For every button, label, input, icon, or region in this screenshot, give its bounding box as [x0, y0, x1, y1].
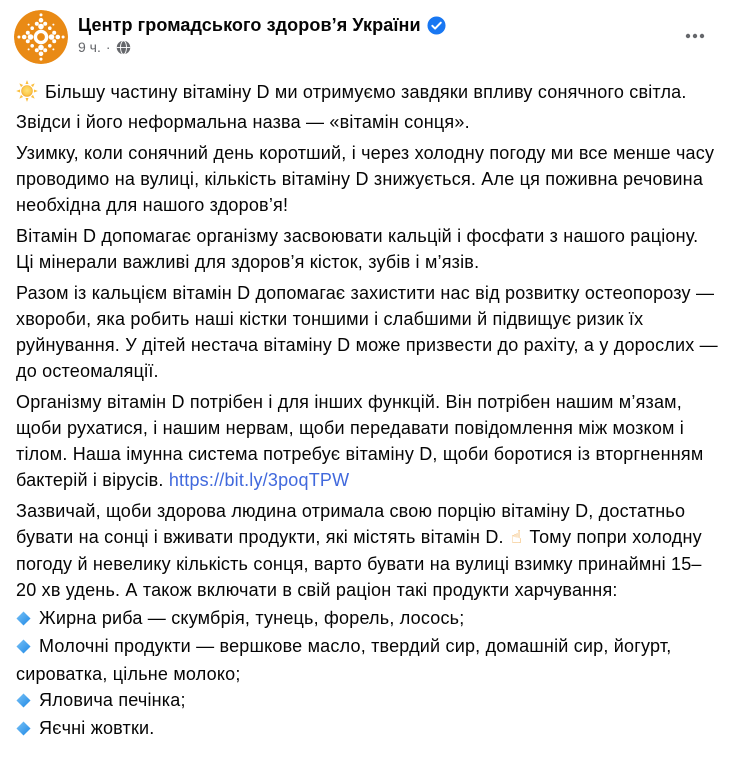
paragraph-with-link — [16, 389, 719, 493]
page-avatar[interactable] — [14, 10, 68, 64]
blue-diamond-icon — [16, 635, 31, 661]
paragraph-sun — [16, 79, 719, 135]
blue-diamond-icon — [16, 607, 31, 633]
meta-separator: · — [105, 39, 111, 55]
globe-icon — [116, 40, 131, 55]
blue-diamond-icon — [16, 689, 31, 715]
paragraph-with-emoji — [16, 498, 719, 603]
page-name[interactable]: Центр громадського здоров’я України — [78, 15, 421, 35]
bullet-list — [16, 605, 719, 743]
timestamp[interactable]: 9 ч. — [78, 39, 101, 55]
blue-diamond-icon — [16, 717, 31, 743]
post-link[interactable]: https://bit.ly/3poqTPW — [168, 470, 350, 490]
sun-emoji-icon — [16, 80, 38, 109]
list-item — [16, 715, 719, 743]
sunburst-logo-icon — [14, 10, 68, 64]
list-item-text: Яловича печінка; — [39, 690, 186, 710]
verified-badge-icon — [427, 16, 446, 35]
paragraph: Разом із кальцієм вітамін D допомагає захистити нас від розвитку остеопорозу — хвороби, яка робить наші кістки тоншими і слабшими й підвищує ризик їх руйнування. У дітей нестача вітаміну D може призвести до рахіту, а у дорослих — до остеомаляції. — [16, 283, 718, 381]
list-item — [16, 633, 719, 687]
list-item-text: Жирна риба — скумбрія, тунець, форель, лосось; — [39, 608, 465, 628]
paragraph: Вітамін D допомагає організму засвоювати кальцій і фосфати з нашого раціону. Ці мінерали важливі для здоров’я кісток, зубів і м’язів. — [16, 226, 699, 272]
post-header — [0, 0, 735, 64]
ellipsis-icon — [684, 25, 706, 47]
list-item-text: Молочні продукти — вершкове масло, твердий сир, домашній сир, йогурт, сироватка, цільне молоко; — [16, 636, 672, 684]
post-body — [0, 64, 735, 743]
list-item — [16, 687, 719, 715]
paragraph-text: Зазвичай, щоби здорова людина отримала свою порцію вітаміну D, достатньо бувати на сонці і вживати продукти, які містять вітамін D. — [16, 501, 686, 547]
post-meta — [78, 39, 677, 55]
header-info — [78, 10, 677, 55]
paragraph-text: Тому попри холодну погоду й невелику кількість сонця, варто бувати на вулиці взимку принаймні 15–20 хв удень. А також включати в свій раціон такі продукти харчування: — [16, 527, 702, 600]
paragraph-text: Більшу частину вітаміну D ми отримуємо завдяки впливу сонячного світла. Звідси і його неформальна назва — «вітамін сонця». — [16, 82, 687, 132]
more-options-button[interactable] — [677, 18, 713, 54]
list-item-text: Яєчні жовтки. — [39, 718, 155, 738]
paragraph-text: Організму вітамін D потрібен і для інших функцій. Він потрібен нашим м’язам, щоби рухатися, і нашим нервам, щоби передавати повідомлення між мозком і тілом. Наша імунна система потребує вітаміну D, щоби боротися із вторгненням бактерій і вірусів. — [16, 392, 704, 490]
index-pointing-up-emoji-icon: ☝ — [510, 527, 523, 548]
list-item — [16, 605, 719, 633]
paragraph: Узимку, коли сонячний день коротший, і через холодну погоду ми все менше часу проводимо на вулиці, кількість вітаміну D знижується. Але ця поживна речовина необхідна для нашого здоров’я! — [16, 143, 715, 215]
